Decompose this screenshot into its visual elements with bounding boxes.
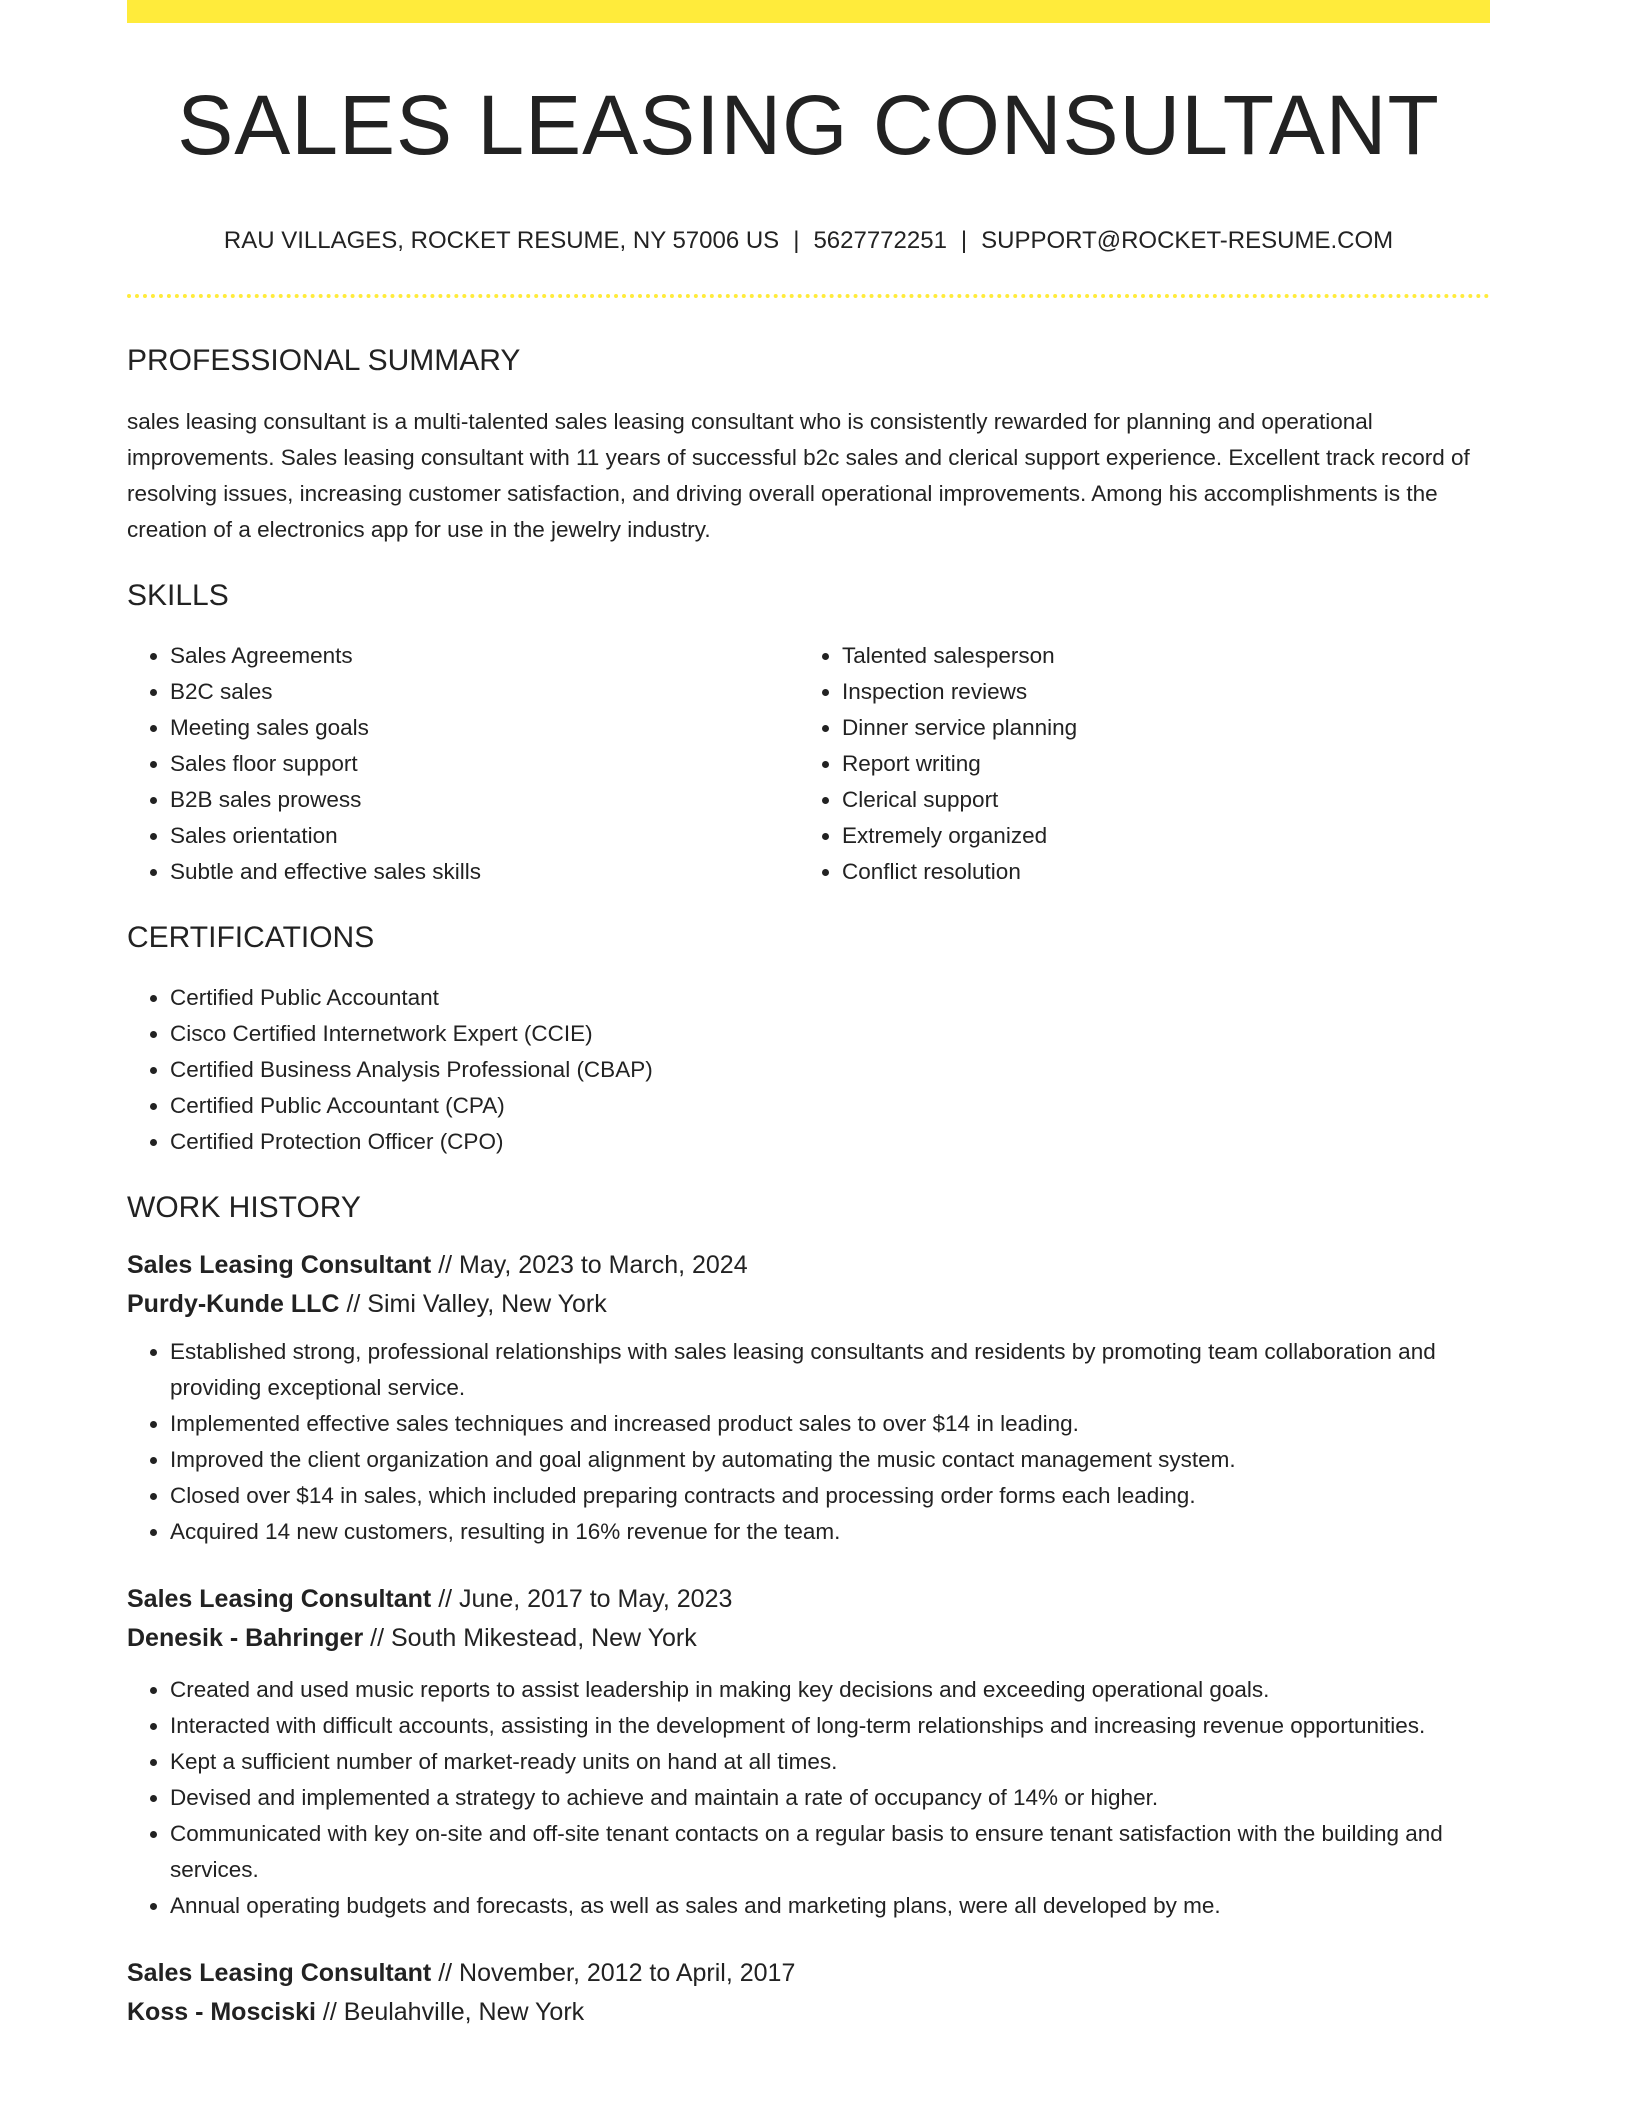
job-dates: // November, 2012 to April, 2017	[431, 1959, 796, 1987]
job-company-line	[127, 1619, 1490, 1658]
skill-item: • Meeting sales goals	[170, 710, 799, 746]
contact-separator: |	[793, 227, 800, 254]
job-dates: // June, 2017 to May, 2023	[431, 1585, 733, 1613]
certification-item: • Certified Business Analysis Professional (CBAP)	[170, 1052, 1490, 1088]
certification-item: • Cisco Certified Internetwork Expert (CCIE)	[170, 1016, 1490, 1052]
contact-email: SUPPORT@ROCKET-RESUME.COM	[981, 227, 1394, 254]
job-bullet: • Kept a sufficient number of market-ready units on hand at all times.	[170, 1744, 1490, 1780]
resume-page	[127, 0, 1490, 2032]
skill-item: • Talented salesperson	[842, 638, 1471, 674]
job-company: Denesik - Bahringer	[127, 1624, 364, 1652]
certifications-list	[127, 980, 1490, 1160]
job-bullet: • Devised and implemented a strategy to achieve and maintain a rate of occupancy of 14% or higher.	[170, 1780, 1490, 1816]
job-role: Sales Leasing Consultant	[127, 1585, 432, 1613]
skill-item: • Report writing	[842, 746, 1471, 782]
job-company: Purdy-Kunde LLC	[127, 1290, 340, 1318]
summary-heading: PROFESSIONAL SUMMARY	[127, 344, 521, 377]
job-bullet: • Closed over $14 in sales, which included preparing contracts and processing order forms each leading.	[170, 1478, 1490, 1514]
job-title-line	[127, 1954, 1490, 1993]
certifications-heading: CERTIFICATIONS	[127, 921, 375, 954]
job-entry	[127, 1580, 1490, 1924]
contact-phone: 5627772251	[813, 227, 947, 254]
contact-address: RAU VILLAGES, ROCKET RESUME, NY 57006 US	[223, 227, 780, 254]
summary-text: sales leasing consultant is a multi-talented sales leasing consultant who is consistently rewarded for planning and operational improvements. Sales leasing consultant with 11 years of successful b2c sales and clerical support experience. Excellent track record of resolving issues, increasing customer satisfaction, and driving overall operational improvements. Among his accomplishments is the creation of a electronics app for use in the jewelry industry.	[127, 409, 1470, 542]
certification-item: • Certified Public Accountant (CPA)	[170, 1088, 1490, 1124]
certification-item: • Certified Public Accountant	[170, 980, 1490, 1016]
job-company-line	[127, 1285, 1490, 1324]
job-bullets	[127, 1672, 1490, 1924]
job-location: // Simi Valley, New York	[339, 1290, 607, 1318]
job-title-line	[127, 1246, 1490, 1285]
skill-item: • Sales orientation	[170, 818, 799, 854]
job-bullets	[127, 1334, 1490, 1550]
job-bullet: • Annual operating budgets and forecasts, as well as sales and marketing plans, were all developed by me.	[170, 1888, 1490, 1924]
contact-line	[127, 229, 1490, 253]
job-bullet: • Implemented effective sales techniques and increased product sales to over $14 in leading.	[170, 1406, 1490, 1442]
job-title-line	[127, 1580, 1490, 1619]
job-company: Koss - Mosciski	[127, 1998, 316, 2026]
job-company-line	[127, 1993, 1490, 2032]
skill-item: • Subtle and effective sales skills	[170, 854, 799, 890]
contact-separator: |	[960, 227, 968, 254]
skill-item: • Sales floor support	[170, 746, 799, 782]
skill-item: • Extremely organized	[842, 818, 1471, 854]
skill-item: • Conflict resolution	[842, 854, 1471, 890]
job-bullet: • Acquired 14 new customers, resulting in 16% revenue for the team.	[170, 1514, 1490, 1550]
resume-name-heading: SALES LEASING CONSULTANT	[177, 78, 1440, 172]
job-entry	[127, 1246, 1490, 1550]
certification-item: • Certified Protection Officer (CPO)	[170, 1124, 1490, 1160]
job-bullet: • Established strong, professional relationships with sales leasing consultants and residents by promoting team collaboration and providing exceptional service.	[170, 1334, 1490, 1406]
skill-item: • Sales Agreements	[170, 638, 799, 674]
skill-item: • Clerical support	[842, 782, 1471, 818]
skill-item: • Dinner service planning	[842, 710, 1471, 746]
skills-column-left	[127, 638, 799, 890]
job-role: Sales Leasing Consultant	[127, 1251, 432, 1279]
job-bullet: • Created and used music reports to assist leadership in making key decisions and exceeding operational goals.	[170, 1672, 1490, 1708]
skill-item: • B2C sales	[170, 674, 799, 710]
skills-list	[127, 638, 1490, 890]
job-location: // Beulahville, New York	[315, 1998, 585, 2026]
job-bullet: • Communicated with key on-site and off-site tenant contacts on a regular basis to ensure tenant satisfaction with the building and services.	[170, 1816, 1490, 1888]
skill-item: • Inspection reviews	[842, 674, 1471, 710]
job-role: Sales Leasing Consultant	[127, 1959, 432, 1987]
job-entry	[127, 1954, 1490, 2032]
skill-item: • B2B sales prowess	[170, 782, 799, 818]
dotted-divider	[127, 294, 1490, 298]
accent-top-bar	[127, 0, 1490, 23]
skills-column-right	[799, 638, 1471, 890]
skills-heading: SKILLS	[127, 579, 229, 612]
job-bullet: • Interacted with difficult accounts, assisting in the development of long-term relationships and increasing revenue opportunities.	[170, 1708, 1490, 1744]
work-history-heading: WORK HISTORY	[127, 1191, 361, 1224]
job-bullet: • Improved the client organization and goal alignment by automating the music contact management system.	[170, 1442, 1490, 1478]
job-location: // South Mikestead, New York	[363, 1624, 697, 1652]
job-dates: // May, 2023 to March, 2024	[431, 1251, 748, 1279]
